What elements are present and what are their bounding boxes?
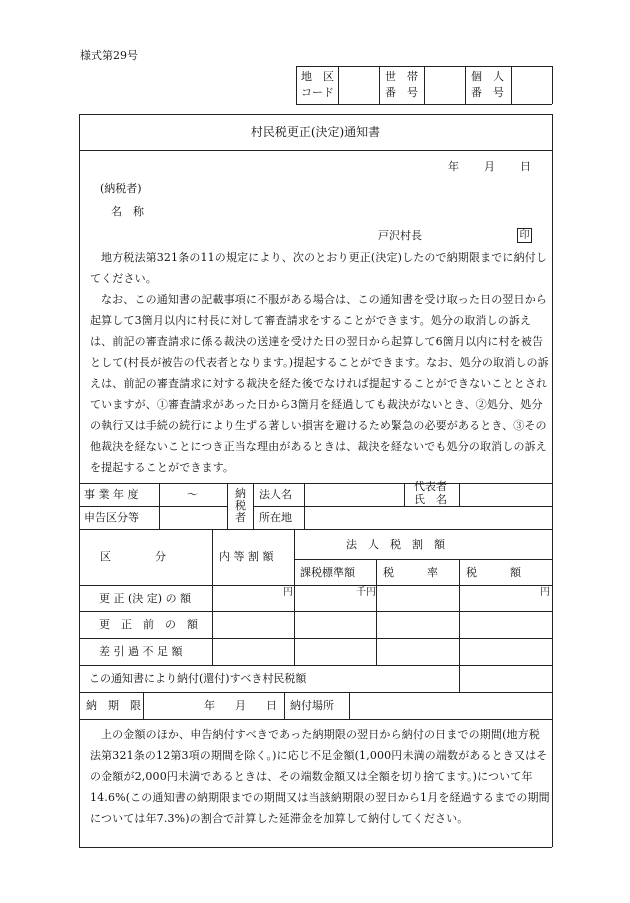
personal-number-label-1: 個 人 — [471, 70, 504, 83]
row-revised-amount: 更 正 (決 定) の 額 — [99, 592, 192, 605]
taxable-base-header: 課税標準額 — [300, 566, 355, 579]
area-code-label-1: 地 区 — [301, 70, 334, 83]
area-code-label-2: コード — [301, 86, 334, 99]
breakdown-header: 内 等 割 額 — [219, 550, 274, 563]
unit-yen: 円 — [283, 587, 293, 598]
date-day: 日 — [520, 160, 531, 173]
deadline-day: 日 — [266, 699, 277, 712]
category-header: 区 分 — [100, 550, 166, 563]
form-number: 様式第29号 — [80, 49, 138, 62]
notice-text — [90, 247, 550, 478]
unit-yen: 円 — [540, 587, 550, 598]
filing-type-label: 申告区分等 — [84, 511, 139, 524]
unit-thousand-yen: 千円 — [356, 587, 376, 598]
seal-mark: 印 — [517, 228, 532, 243]
deadline-label: 納 期 限 — [86, 699, 141, 712]
notice-paragraph-2: なお、この通知書の記載事項に不服がある場合は、この通知書を受け取った日の翌日から起算して3箇月以内に村長に対して審査請求をすることができます。処分の取消しの訴えは、前記の審査請求に係る裁決の送達を受けた日の翌日から起算して6箇月以内に村を被告として(村長が被告の代表者となります。)提起することができます。なお、処分の取消しの訴えは、前記の審査請求に対する裁決を経た後でなければ提起することができないこととされていますが、①審査請求があった日から3箇月を経過しても裁決がないとき、②処分、処分の執行又は手続の続行により生ずる著しい損害を避けるため緊急の必要があるとき、③その他裁決を経ないことにつき正当な理由があるときは、裁決を経ないでも処分の取消しの訴えを提起することができます。 — [90, 293, 549, 474]
deadline-month: 月 — [235, 699, 246, 712]
notice-paragraph-1: 地方税法第321条の11の規定により、次のとおり更正(決定)したので納期限までに納付してください。 — [90, 251, 548, 285]
corporate-name-label: 法人名 — [259, 488, 292, 501]
corporate-tax-header: 法 人 税 割 額 — [346, 538, 445, 551]
date-year: 年 — [448, 160, 459, 173]
footer-text — [90, 724, 550, 829]
household-number-label-1: 世 帯 — [385, 70, 418, 83]
representative-label-2: 氏 名 — [414, 493, 447, 506]
footer-paragraph: 上の金額のほか、申告納付すべきであった納期限の翌日から納付の日までの期間(地方税法第321条の12第3項の期間を除く。)に応じ不足金額(1,000円未満の端数があるとき又はその金額が2,000円未満であるときは、その端数金額又は全額を切り捨てます。)について年14.6%(この通知書の納期限までの期間又は当該納期限の翌日から1月を経過するまでの期間については年7.3%)の割合で計算した延滞金を加算して納付してください。 — [90, 728, 550, 825]
page-title: 村民税更正(決定)通知書 — [250, 125, 381, 139]
amount-header: 税 額 — [466, 566, 521, 579]
taxpayer-label: (納税者) — [100, 182, 142, 195]
personal-number-label-2: 番 号 — [471, 86, 504, 99]
representative-label-1: 代表者 — [414, 480, 447, 493]
row-difference-amount: 差 引 過 不 足 額 — [99, 645, 183, 658]
issuer-name: 戸沢村長 — [378, 229, 422, 242]
payment-place-label: 納付場所 — [290, 699, 334, 712]
household-number-label-2: 番 号 — [385, 86, 418, 99]
business-year-label: 事 業 年 度 — [84, 488, 139, 501]
taxpayer-vertical-label: 納税者 — [235, 487, 246, 524]
row-previous-amount: 更 正 前 の 額 — [99, 618, 198, 631]
address-label: 所在地 — [259, 511, 292, 524]
period-separator: 〜 — [187, 488, 198, 501]
date-month: 月 — [484, 160, 495, 173]
rate-header: 税 率 — [383, 566, 438, 579]
row-payable-amount: この通知書により納付(還付)すべき村民税額 — [89, 672, 307, 685]
name-label: 名 称 — [111, 205, 144, 218]
deadline-year: 年 — [204, 699, 215, 712]
